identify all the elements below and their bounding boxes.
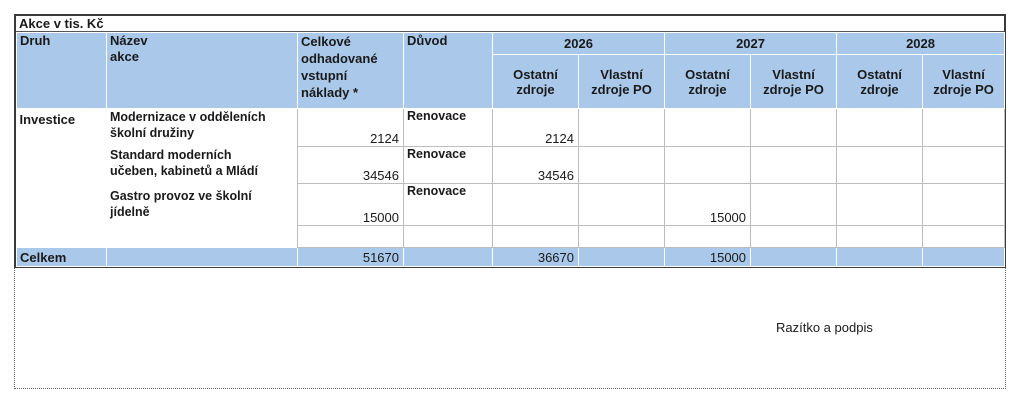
row-empty-cell [665, 226, 751, 248]
header-year-2026: 2026 [493, 33, 665, 55]
row-2027-ostatni [665, 147, 751, 184]
header-2028-vlastni: Vlastní zdroje PO [923, 55, 1005, 109]
total-label: Celkem [17, 248, 107, 267]
header-2027-vlastni: Vlastní zdroje PO [751, 55, 837, 109]
row-2026-vlastni [579, 184, 665, 226]
row-2026-ostatni: 2124 [493, 109, 579, 147]
header-2026-ostatni: Ostatní zdroje [493, 55, 579, 109]
row-reason: Renovace [404, 184, 493, 226]
budget-table [16, 32, 1005, 267]
table-caption: Akce v tis. Kč [16, 15, 1004, 32]
header-druh: Druh [17, 33, 107, 109]
row-name: Modernizace v odděleních školní družiny [107, 109, 298, 147]
total-2027-vlastni [751, 248, 837, 267]
row-empty-cell [493, 226, 579, 248]
row-2028-vlastni [923, 109, 1005, 147]
row-2028-ostatni [837, 184, 923, 226]
row-2028-vlastni [923, 184, 1005, 226]
row-cost: 34546 [298, 147, 404, 184]
table-row [17, 226, 1005, 248]
row-name-empty [107, 226, 298, 248]
total-empty [404, 248, 493, 267]
row-cost: 2124 [298, 109, 404, 147]
header-year-2028: 2028 [837, 33, 1005, 55]
row-2027-vlastni [751, 184, 837, 226]
row-empty-cell [579, 226, 665, 248]
header-2027-ostatni: Ostatní zdroje [665, 55, 751, 109]
header-duvod: Důvod [404, 33, 493, 109]
category-cell: Investice [17, 109, 107, 248]
row-empty-cell [923, 226, 1005, 248]
table-row [17, 184, 1005, 226]
row-2026-vlastni [579, 109, 665, 147]
row-2026-vlastni [579, 147, 665, 184]
row-2028-ostatni [837, 147, 923, 184]
row-cost: 15000 [298, 184, 404, 226]
row-2028-ostatni [837, 109, 923, 147]
stamp-label: Razítko a podpis [776, 320, 873, 335]
total-2026-vlastni [579, 248, 665, 267]
header-year-2027: 2027 [665, 33, 837, 55]
row-reason: Renovace [404, 109, 493, 147]
total-row [17, 248, 1005, 267]
table-row [17, 109, 1005, 147]
header-2028-ostatni: Ostatní zdroje [837, 55, 923, 109]
total-cost: 51670 [298, 248, 404, 267]
total-empty [107, 248, 298, 267]
total-2028-vlastni [923, 248, 1005, 267]
row-2028-vlastni [923, 147, 1005, 184]
total-2026-ostatni: 36670 [493, 248, 579, 267]
table-row [17, 147, 1005, 184]
row-name: Gastro provoz ve školní jídelně [107, 184, 298, 226]
row-name: Standard moderních učeben, kabinetů a Mládí [107, 147, 298, 184]
row-2027-ostatni [665, 109, 751, 147]
row-empty-cell [751, 226, 837, 248]
total-2027-ostatni: 15000 [665, 248, 751, 267]
total-2028-ostatni [837, 248, 923, 267]
row-reason-empty [404, 226, 493, 248]
header-nazev: Název akce [107, 33, 298, 109]
row-2026-ostatni [493, 184, 579, 226]
row-empty-cell [837, 226, 923, 248]
row-2026-ostatni: 34546 [493, 147, 579, 184]
row-2027-ostatni: 15000 [665, 184, 751, 226]
row-cost-empty [298, 226, 404, 248]
header-celkove: Celkové odhadované vstupní náklady * [298, 33, 404, 109]
row-reason: Renovace [404, 147, 493, 184]
row-2027-vlastni [751, 109, 837, 147]
row-2027-vlastni [751, 147, 837, 184]
header-2026-vlastni: Vlastní zdroje PO [579, 55, 665, 109]
